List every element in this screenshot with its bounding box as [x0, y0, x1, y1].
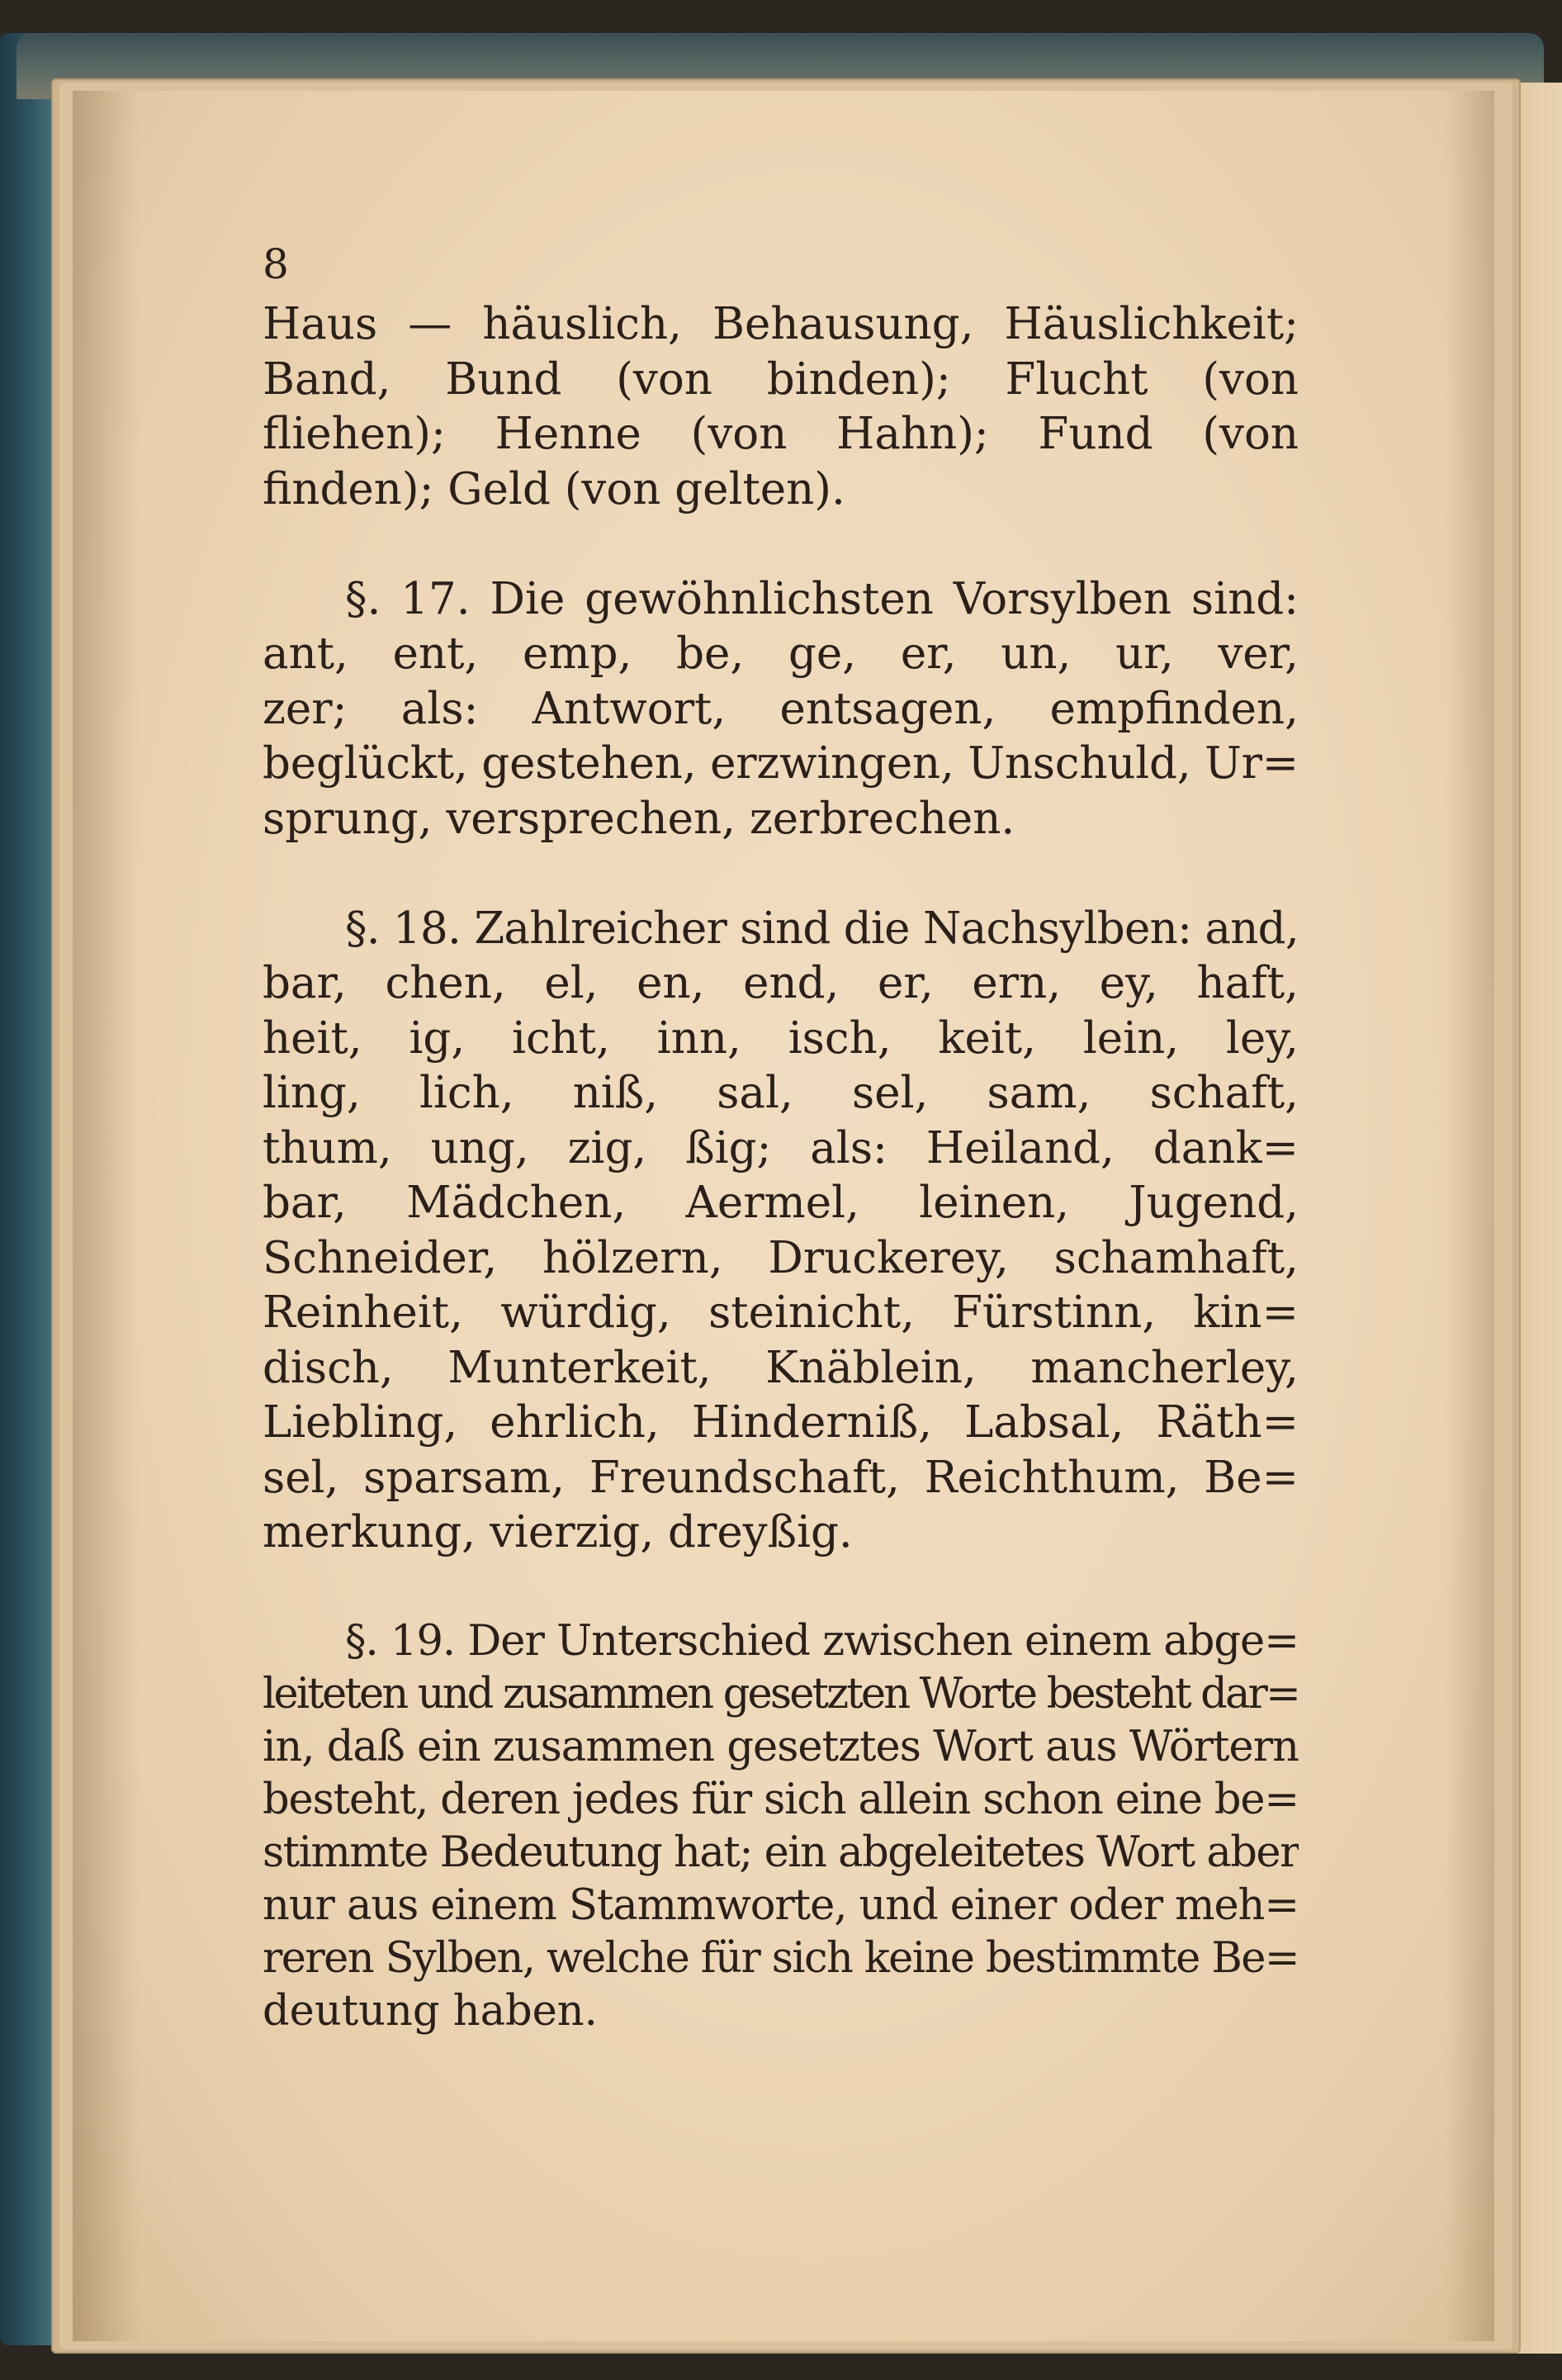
- text-line: Reinheit, würdig, steinicht, Fürstinn, kin=: [263, 1287, 1299, 1338]
- text-line: leiteten und zusammen gesetzten Worte besteht dar=: [263, 1670, 1299, 1719]
- text-line: Haus — häuslich, Behausung, Häuslichkeit;: [263, 299, 1299, 349]
- text-line: §. 18. Zahlreicher sind die Nachsylben: and,: [345, 903, 1299, 954]
- text-line: deutung haben.: [263, 1987, 598, 2036]
- text-line: sprung, versprechen, zerbrechen.: [263, 793, 1015, 844]
- text-line: besteht, deren jedes für sich allein schon eine be=: [263, 1776, 1299, 1824]
- text-line: bar, chen, el, en, end, er, ern, ey, haft,: [263, 958, 1299, 1008]
- page-fold-shadow: [1445, 91, 1494, 2341]
- paragraph-intro: [263, 297, 1299, 517]
- text-line: thum, ung, zig, ßig; als: Heiland, dank=: [263, 1122, 1299, 1173]
- text-line: heit, ig, icht, inn, isch, keit, lein, ley,: [263, 1012, 1299, 1064]
- text-line: ant, ent, emp, be, ge, er, un, ur, ver,: [263, 628, 1299, 679]
- paragraph-19: [263, 1615, 1299, 2038]
- text-line: Schneider, hölzern, Druckerey, schamhaft,: [263, 1232, 1299, 1283]
- text-line: Liebling, ehrlich, Hinderniß, Labsal, Räth=: [263, 1397, 1299, 1448]
- gutter-shadow: [73, 91, 139, 2341]
- paragraph-gap: [263, 846, 1299, 902]
- paragraph-gap: [263, 1561, 1299, 1616]
- text-line: nur aus einem Stammworte, und einer oder meh=: [263, 1881, 1299, 1930]
- text-line: ling, lich, niß, sal, sel, sam, schaft,: [263, 1068, 1299, 1118]
- text-line: stimmte Bedeutung hat; ein abgeleitetes Wort aber: [263, 1828, 1299, 1877]
- text-line: §. 17. Die gewöhnlichsten Vorsylben sind:: [345, 573, 1299, 624]
- text-line: fliehen); Henne (von Hahn); Fund (von: [263, 409, 1299, 459]
- text-line: bar, Mädchen, Aermel, leinen, Jugend,: [263, 1178, 1299, 1228]
- page-text-block: [263, 239, 1299, 2038]
- text-line: disch, Munterkeit, Knäblein, mancherley,: [263, 1342, 1299, 1393]
- paragraph-gap: [263, 517, 1299, 572]
- paragraph-18: [263, 902, 1299, 1561]
- paragraph-17: [263, 572, 1299, 847]
- page-number: 8: [263, 240, 289, 288]
- text-line: zer; als: Antwort, entsagen, empfinden,: [263, 683, 1299, 734]
- text-line: §. 19. Der Unterschied zwischen einem abge=: [345, 1617, 1299, 1666]
- text-line: beglückt, gestehen, erzwingen, Unschuld, Ur=: [263, 738, 1299, 789]
- text-line: reren Sylben, welche für sich keine bestimmte Be=: [263, 1934, 1299, 1983]
- text-line: in, daß ein zusammen gesetztes Wort aus Wörtern: [263, 1723, 1299, 1771]
- text-line: Band, Bund (von binden); Flucht (von: [263, 353, 1299, 405]
- text-line: sel, sparsam, Freundschaft, Reichthum, Be=: [263, 1452, 1299, 1503]
- text-line: merkung, vierzig, dreyßig.: [263, 1507, 853, 1557]
- text-line: finden); Geld (von gelten).: [263, 463, 845, 514]
